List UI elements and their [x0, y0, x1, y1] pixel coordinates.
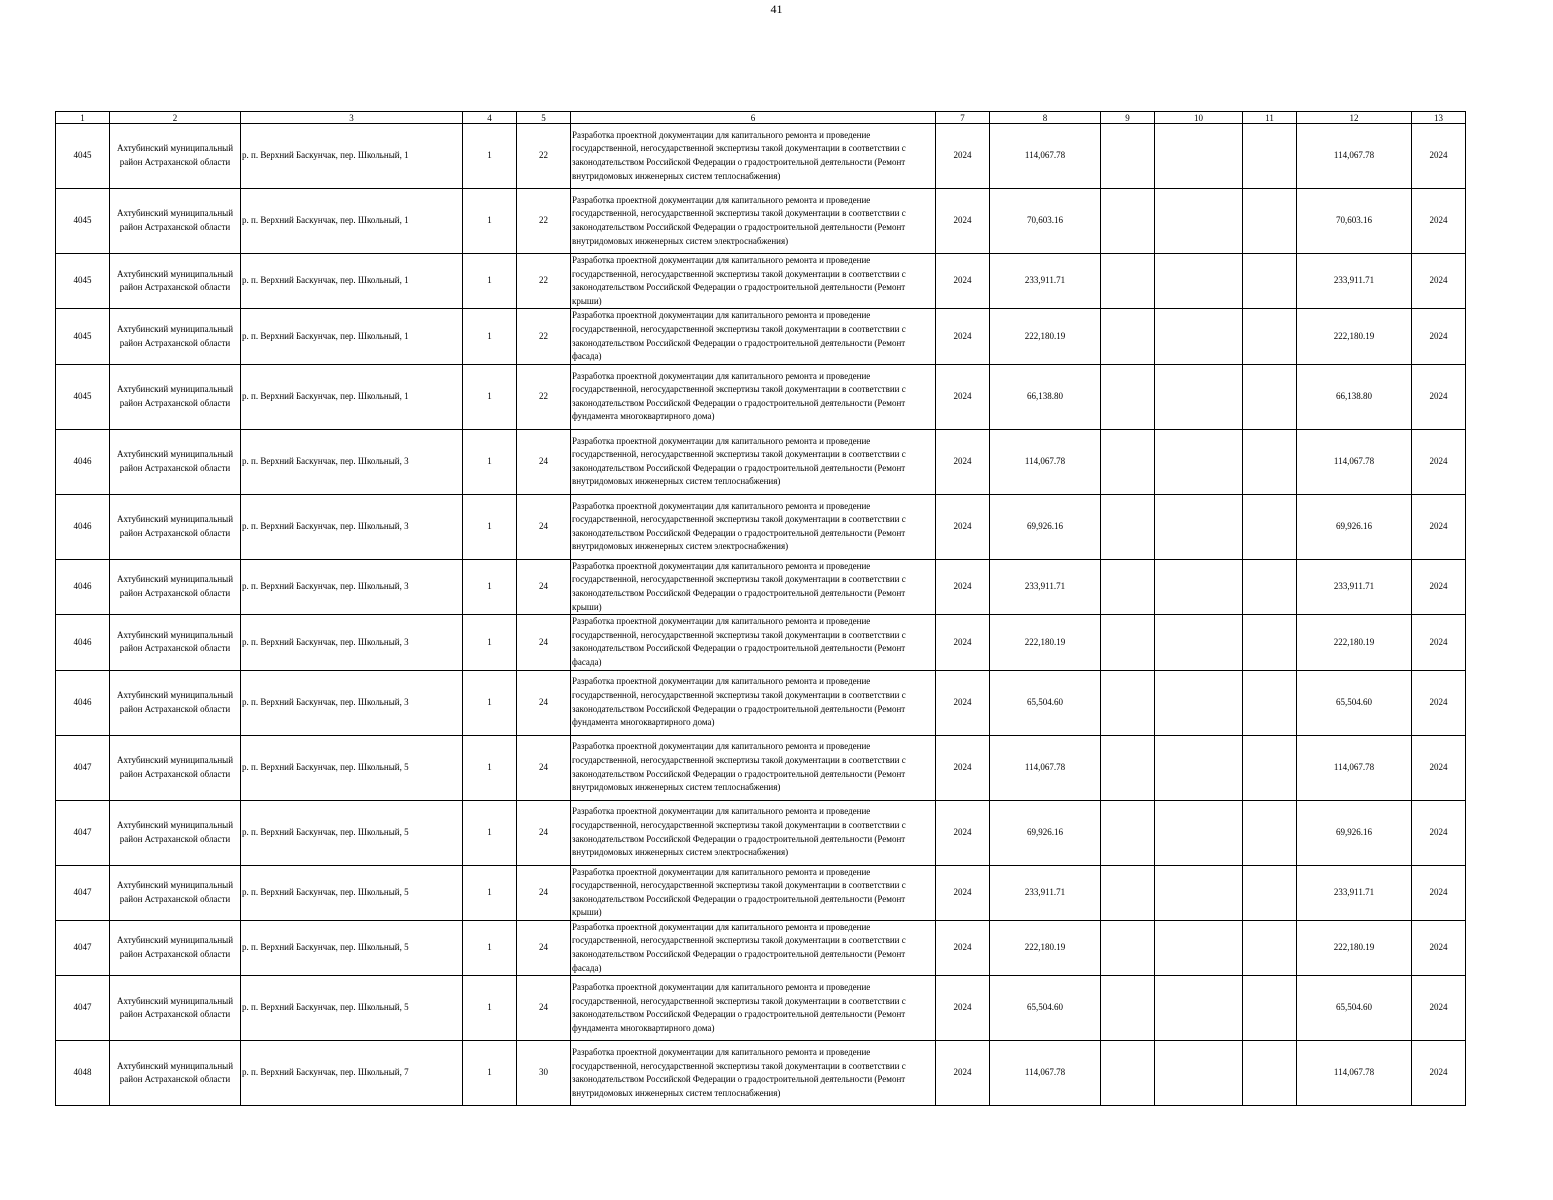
address-cell: р. п. Верхний Баскунчак, пер. Школьный, 3: [241, 494, 463, 559]
address-cell: р. п. Верхний Баскунчак, пер. Школьный, 5: [241, 735, 463, 800]
total-cost-cell: 70,603.16: [990, 189, 1101, 254]
col9-cell: [1101, 559, 1155, 614]
work-description-cell: Разработка проектной документации для капитального ремонта и проведение государственной, негосударственной экспертизы такой документации в соответствии с законодательством Российской Федерации о градостроительной деятельности (Ремонт внутридомовых инженерных систем электроснабжения): [571, 800, 936, 865]
object-number-cell: 4046: [56, 615, 110, 670]
year-cell: 2024: [936, 494, 990, 559]
column-header: 9: [1101, 112, 1155, 124]
total-cost-cell: 222,180.19: [990, 615, 1101, 670]
col5-cell: 24: [517, 800, 571, 865]
completion-year-cell: 2024: [1412, 865, 1466, 920]
col11-cell: [1243, 559, 1297, 614]
work-description-cell: Разработка проектной документации для капитального ремонта и проведение государственной, негосударственной экспертизы такой документации в соответствии с законодательством Российской Федерации о градостроительной деятельности (Ремонт фундамента многоквартирного дома): [571, 976, 936, 1041]
col4-cell: 1: [463, 1041, 517, 1106]
total-cost-cell: 233,911.71: [990, 254, 1101, 309]
col5-cell: 24: [517, 559, 571, 614]
year-cell: 2024: [936, 670, 990, 735]
work-description-cell: Разработка проектной документации для капитального ремонта и проведение государственной, негосударственной экспертизы такой документации в соответствии с законодательством Российской Федерации о градостроительной деятельности (Ремонт фундамента многоквартирного дома): [571, 670, 936, 735]
col11-cell: [1243, 189, 1297, 254]
table-row: [56, 559, 1466, 614]
year-cell: 2024: [936, 800, 990, 865]
cost-cell: 114,067.78: [1297, 124, 1412, 189]
object-number-cell: 4047: [56, 735, 110, 800]
total-cost-cell: 233,911.71: [990, 865, 1101, 920]
col11-cell: [1243, 364, 1297, 429]
municipality-cell: Ахтубинский муниципальный район Астраханской области: [110, 670, 241, 735]
work-description-cell: Разработка проектной документации для капитального ремонта и проведение государственной, негосударственной экспертизы такой документации в соответствии с законодательством Российской Федерации о градостроительной деятельности (Ремонт внутридомовых инженерных систем электроснабжения): [571, 189, 936, 254]
cost-cell: 70,603.16: [1297, 189, 1412, 254]
municipality-cell: Ахтубинский муниципальный район Астраханской области: [110, 865, 241, 920]
object-number-cell: 4046: [56, 559, 110, 614]
col11-cell: [1243, 735, 1297, 800]
column-header: 5: [517, 112, 571, 124]
municipality-cell: Ахтубинский муниципальный район Астраханской области: [110, 494, 241, 559]
total-cost-cell: 233,911.71: [990, 559, 1101, 614]
col11-cell: [1243, 1041, 1297, 1106]
cost-cell: 69,926.16: [1297, 494, 1412, 559]
column-header: 6: [571, 112, 936, 124]
year-cell: 2024: [936, 735, 990, 800]
address-cell: р. п. Верхний Баскунчак, пер. Школьный, 3: [241, 429, 463, 494]
table-row: [56, 189, 1466, 254]
table-row: [56, 615, 1466, 670]
year-cell: 2024: [936, 189, 990, 254]
table-row: [56, 670, 1466, 735]
col10-cell: [1155, 494, 1243, 559]
municipality-cell: Ахтубинский муниципальный район Астраханской области: [110, 254, 241, 309]
work-description-cell: Разработка проектной документации для капитального ремонта и проведение государственной, негосударственной экспертизы такой документации в соответствии с законодательством Российской Федерации о градостроительной деятельности (Ремонт внутридомовых инженерных систем теплоснабжения): [571, 124, 936, 189]
address-cell: р. п. Верхний Баскунчак, пер. Школьный, 1: [241, 124, 463, 189]
completion-year-cell: 2024: [1412, 254, 1466, 309]
column-header: 8: [990, 112, 1101, 124]
municipality-cell: Ахтубинский муниципальный район Астраханской области: [110, 976, 241, 1041]
col10-cell: [1155, 254, 1243, 309]
col11-cell: [1243, 976, 1297, 1041]
completion-year-cell: 2024: [1412, 559, 1466, 614]
page-number: 41: [770, 2, 783, 16]
col4-cell: 1: [463, 189, 517, 254]
col5-cell: 30: [517, 1041, 571, 1106]
col11-cell: [1243, 800, 1297, 865]
completion-year-cell: 2024: [1412, 920, 1466, 975]
total-cost-cell: 222,180.19: [990, 920, 1101, 975]
column-header: 3: [241, 112, 463, 124]
table-row: [56, 429, 1466, 494]
total-cost-cell: 65,504.60: [990, 976, 1101, 1041]
col9-cell: [1101, 920, 1155, 975]
table-row: [56, 254, 1466, 309]
col5-cell: 22: [517, 189, 571, 254]
col5-cell: 24: [517, 429, 571, 494]
col4-cell: 1: [463, 364, 517, 429]
year-cell: 2024: [936, 865, 990, 920]
col4-cell: 1: [463, 670, 517, 735]
address-cell: р. п. Верхний Баскунчак, пер. Школьный, 1: [241, 189, 463, 254]
col9-cell: [1101, 254, 1155, 309]
col10-cell: [1155, 735, 1243, 800]
work-description-cell: Разработка проектной документации для капитального ремонта и проведение государственной, негосударственной экспертизы такой документации в соответствии с законодательством Российской Федерации о градостроительной деятельности (Ремонт фасада): [571, 920, 936, 975]
completion-year-cell: 2024: [1412, 364, 1466, 429]
col4-cell: 1: [463, 254, 517, 309]
cost-cell: 233,911.71: [1297, 865, 1412, 920]
work-description-cell: Разработка проектной документации для капитального ремонта и проведение государственной, негосударственной экспертизы такой документации в соответствии с законодательством Российской Федерации о градостроительной деятельности (Ремонт внутридомовых инженерных систем теплоснабжения): [571, 429, 936, 494]
completion-year-cell: 2024: [1412, 429, 1466, 494]
table-row: [56, 1041, 1466, 1106]
col5-cell: 24: [517, 865, 571, 920]
column-header: 4: [463, 112, 517, 124]
cost-cell: 222,180.19: [1297, 615, 1412, 670]
col9-cell: [1101, 364, 1155, 429]
year-cell: 2024: [936, 559, 990, 614]
total-cost-cell: 114,067.78: [990, 124, 1101, 189]
municipality-cell: Ахтубинский муниципальный район Астраханской области: [110, 615, 241, 670]
cost-cell: 66,138.80: [1297, 364, 1412, 429]
address-cell: р. п. Верхний Баскунчак, пер. Школьный, 1: [241, 254, 463, 309]
column-header: 12: [1297, 112, 1412, 124]
completion-year-cell: 2024: [1412, 976, 1466, 1041]
municipality-cell: Ахтубинский муниципальный район Астраханской области: [110, 920, 241, 975]
completion-year-cell: 2024: [1412, 615, 1466, 670]
cost-cell: 222,180.19: [1297, 309, 1412, 364]
col10-cell: [1155, 976, 1243, 1041]
col10-cell: [1155, 800, 1243, 865]
table-row: [56, 309, 1466, 364]
cost-cell: 114,067.78: [1297, 429, 1412, 494]
col11-cell: [1243, 865, 1297, 920]
completion-year-cell: 2024: [1412, 494, 1466, 559]
col5-cell: 22: [517, 254, 571, 309]
col4-cell: 1: [463, 559, 517, 614]
cost-cell: 233,911.71: [1297, 254, 1412, 309]
object-number-cell: 4046: [56, 670, 110, 735]
object-number-cell: 4048: [56, 1041, 110, 1106]
total-cost-cell: 114,067.78: [990, 1041, 1101, 1106]
column-header: 13: [1412, 112, 1466, 124]
year-cell: 2024: [936, 429, 990, 494]
col4-cell: 1: [463, 615, 517, 670]
total-cost-cell: 114,067.78: [990, 429, 1101, 494]
col10-cell: [1155, 920, 1243, 975]
work-description-cell: Разработка проектной документации для капитального ремонта и проведение государственной, негосударственной экспертизы такой документации в соответствии с законодательством Российской Федерации о градостроительной деятельности (Ремонт внутридомовых инженерных систем теплоснабжения): [571, 1041, 936, 1106]
work-description-cell: Разработка проектной документации для капитального ремонта и проведение государственной, негосударственной экспертизы такой документации в соответствии с законодательством Российской Федерации о градостроительной деятельности (Ремонт крыши): [571, 865, 936, 920]
total-cost-cell: 222,180.19: [990, 309, 1101, 364]
capital-repair-table: [55, 111, 1466, 1106]
col9-cell: [1101, 1041, 1155, 1106]
column-header: 2: [110, 112, 241, 124]
col5-cell: 24: [517, 920, 571, 975]
total-cost-cell: 69,926.16: [990, 494, 1101, 559]
completion-year-cell: 2024: [1412, 735, 1466, 800]
col10-cell: [1155, 364, 1243, 429]
cost-cell: 65,504.60: [1297, 976, 1412, 1041]
cost-cell: 114,067.78: [1297, 735, 1412, 800]
col9-cell: [1101, 670, 1155, 735]
object-number-cell: 4046: [56, 494, 110, 559]
table-row: [56, 920, 1466, 975]
completion-year-cell: 2024: [1412, 124, 1466, 189]
col11-cell: [1243, 309, 1297, 364]
column-header: 1: [56, 112, 110, 124]
object-number-cell: 4045: [56, 124, 110, 189]
cost-cell: 114,067.78: [1297, 1041, 1412, 1106]
col5-cell: 24: [517, 670, 571, 735]
address-cell: р. п. Верхний Баскунчак, пер. Школьный, 1: [241, 309, 463, 364]
municipality-cell: Ахтубинский муниципальный район Астраханской области: [110, 309, 241, 364]
work-description-cell: Разработка проектной документации для капитального ремонта и проведение государственной, негосударственной экспертизы такой документации в соответствии с законодательством Российской Федерации о градостроительной деятельности (Ремонт внутридомовых инженерных систем электроснабжения): [571, 494, 936, 559]
col9-cell: [1101, 309, 1155, 364]
completion-year-cell: 2024: [1412, 189, 1466, 254]
year-cell: 2024: [936, 364, 990, 429]
municipality-cell: Ахтубинский муниципальный район Астраханской области: [110, 364, 241, 429]
object-number-cell: 4047: [56, 976, 110, 1041]
col11-cell: [1243, 920, 1297, 975]
col9-cell: [1101, 124, 1155, 189]
completion-year-cell: 2024: [1412, 800, 1466, 865]
column-number-row: [56, 112, 1466, 124]
completion-year-cell: 2024: [1412, 670, 1466, 735]
municipality-cell: Ахтубинский муниципальный район Астраханской области: [110, 559, 241, 614]
object-number-cell: 4047: [56, 920, 110, 975]
col11-cell: [1243, 254, 1297, 309]
col9-cell: [1101, 865, 1155, 920]
col10-cell: [1155, 124, 1243, 189]
municipality-cell: Ахтубинский муниципальный район Астраханской области: [110, 124, 241, 189]
col4-cell: 1: [463, 494, 517, 559]
address-cell: р. п. Верхний Баскунчак, пер. Школьный, 5: [241, 976, 463, 1041]
column-header: 10: [1155, 112, 1243, 124]
table-row: [56, 976, 1466, 1041]
work-description-cell: Разработка проектной документации для капитального ремонта и проведение государственной, негосударственной экспертизы такой документации в соответствии с законодательством Российской Федерации о градостроительной деятельности (Ремонт крыши): [571, 559, 936, 614]
year-cell: 2024: [936, 920, 990, 975]
object-number-cell: 4045: [56, 254, 110, 309]
col10-cell: [1155, 1041, 1243, 1106]
address-cell: р. п. Верхний Баскунчак, пер. Школьный, 3: [241, 615, 463, 670]
municipality-cell: Ахтубинский муниципальный район Астраханской области: [110, 429, 241, 494]
col9-cell: [1101, 976, 1155, 1041]
total-cost-cell: 65,504.60: [990, 670, 1101, 735]
object-number-cell: 4045: [56, 309, 110, 364]
cost-cell: 65,504.60: [1297, 670, 1412, 735]
col11-cell: [1243, 670, 1297, 735]
table-row: [56, 364, 1466, 429]
total-cost-cell: 66,138.80: [990, 364, 1101, 429]
table-row: [56, 494, 1466, 559]
object-number-cell: 4045: [56, 189, 110, 254]
col9-cell: [1101, 429, 1155, 494]
col4-cell: 1: [463, 865, 517, 920]
col10-cell: [1155, 615, 1243, 670]
column-header: 7: [936, 112, 990, 124]
address-cell: р. п. Верхний Баскунчак, пер. Школьный, 1: [241, 364, 463, 429]
col5-cell: 24: [517, 494, 571, 559]
col9-cell: [1101, 494, 1155, 559]
work-description-cell: Разработка проектной документации для капитального ремонта и проведение государственной, негосударственной экспертизы такой документации в соответствии с законодательством Российской Федерации о градостроительной деятельности (Ремонт фасада): [571, 309, 936, 364]
col4-cell: 1: [463, 920, 517, 975]
address-cell: р. п. Верхний Баскунчак, пер. Школьный, 7: [241, 1041, 463, 1106]
col4-cell: 1: [463, 976, 517, 1041]
year-cell: 2024: [936, 254, 990, 309]
object-number-cell: 4047: [56, 865, 110, 920]
col5-cell: 22: [517, 364, 571, 429]
object-number-cell: 4046: [56, 429, 110, 494]
completion-year-cell: 2024: [1412, 1041, 1466, 1106]
municipality-cell: Ахтубинский муниципальный район Астраханской области: [110, 735, 241, 800]
col5-cell: 24: [517, 615, 571, 670]
work-description-cell: Разработка проектной документации для капитального ремонта и проведение государственной, негосударственной экспертизы такой документации в соответствии с законодательством Российской Федерации о градостроительной деятельности (Ремонт фасада): [571, 615, 936, 670]
work-description-cell: Разработка проектной документации для капитального ремонта и проведение государственной, негосударственной экспертизы такой документации в соответствии с законодательством Российской Федерации о градостроительной деятельности (Ремонт внутридомовых инженерных систем теплоснабжения): [571, 735, 936, 800]
col11-cell: [1243, 494, 1297, 559]
col11-cell: [1243, 429, 1297, 494]
col10-cell: [1155, 309, 1243, 364]
total-cost-cell: 114,067.78: [990, 735, 1101, 800]
col4-cell: 1: [463, 429, 517, 494]
object-number-cell: 4045: [56, 364, 110, 429]
col10-cell: [1155, 429, 1243, 494]
year-cell: 2024: [936, 615, 990, 670]
col9-cell: [1101, 615, 1155, 670]
column-header: 11: [1243, 112, 1297, 124]
col5-cell: 24: [517, 976, 571, 1041]
col9-cell: [1101, 800, 1155, 865]
address-cell: р. п. Верхний Баскунчак, пер. Школьный, 3: [241, 559, 463, 614]
col11-cell: [1243, 124, 1297, 189]
completion-year-cell: 2024: [1412, 309, 1466, 364]
col10-cell: [1155, 189, 1243, 254]
col5-cell: 22: [517, 309, 571, 364]
col9-cell: [1101, 189, 1155, 254]
cost-cell: 69,926.16: [1297, 800, 1412, 865]
col5-cell: 22: [517, 124, 571, 189]
col9-cell: [1101, 735, 1155, 800]
work-description-cell: Разработка проектной документации для капитального ремонта и проведение государственной, негосударственной экспертизы такой документации в соответствии с законодательством Российской Федерации о градостроительной деятельности (Ремонт крыши): [571, 254, 936, 309]
year-cell: 2024: [936, 309, 990, 364]
col10-cell: [1155, 865, 1243, 920]
col11-cell: [1243, 615, 1297, 670]
col4-cell: 1: [463, 124, 517, 189]
col4-cell: 1: [463, 735, 517, 800]
table-row: [56, 124, 1466, 189]
municipality-cell: Ахтубинский муниципальный район Астраханской области: [110, 1041, 241, 1106]
table-row: [56, 800, 1466, 865]
col4-cell: 1: [463, 800, 517, 865]
table-body: [56, 124, 1466, 1106]
year-cell: 2024: [936, 124, 990, 189]
address-cell: р. п. Верхний Баскунчак, пер. Школьный, 5: [241, 865, 463, 920]
address-cell: р. п. Верхний Баскунчак, пер. Школьный, 5: [241, 920, 463, 975]
municipality-cell: Ахтубинский муниципальный район Астраханской области: [110, 189, 241, 254]
table-row: [56, 735, 1466, 800]
year-cell: 2024: [936, 976, 990, 1041]
cost-cell: 222,180.19: [1297, 920, 1412, 975]
cost-cell: 233,911.71: [1297, 559, 1412, 614]
col4-cell: 1: [463, 309, 517, 364]
col10-cell: [1155, 670, 1243, 735]
address-cell: р. п. Верхний Баскунчак, пер. Школьный, 3: [241, 670, 463, 735]
total-cost-cell: 69,926.16: [990, 800, 1101, 865]
municipality-cell: Ахтубинский муниципальный район Астраханской области: [110, 800, 241, 865]
year-cell: 2024: [936, 1041, 990, 1106]
table-row: [56, 865, 1466, 920]
object-number-cell: 4047: [56, 800, 110, 865]
address-cell: р. п. Верхний Баскунчак, пер. Школьный, 5: [241, 800, 463, 865]
work-description-cell: Разработка проектной документации для капитального ремонта и проведение государственной, негосударственной экспертизы такой документации в соответствии с законодательством Российской Федерации о градостроительной деятельности (Ремонт фундамента многоквартирного дома): [571, 364, 936, 429]
col5-cell: 24: [517, 735, 571, 800]
col10-cell: [1155, 559, 1243, 614]
